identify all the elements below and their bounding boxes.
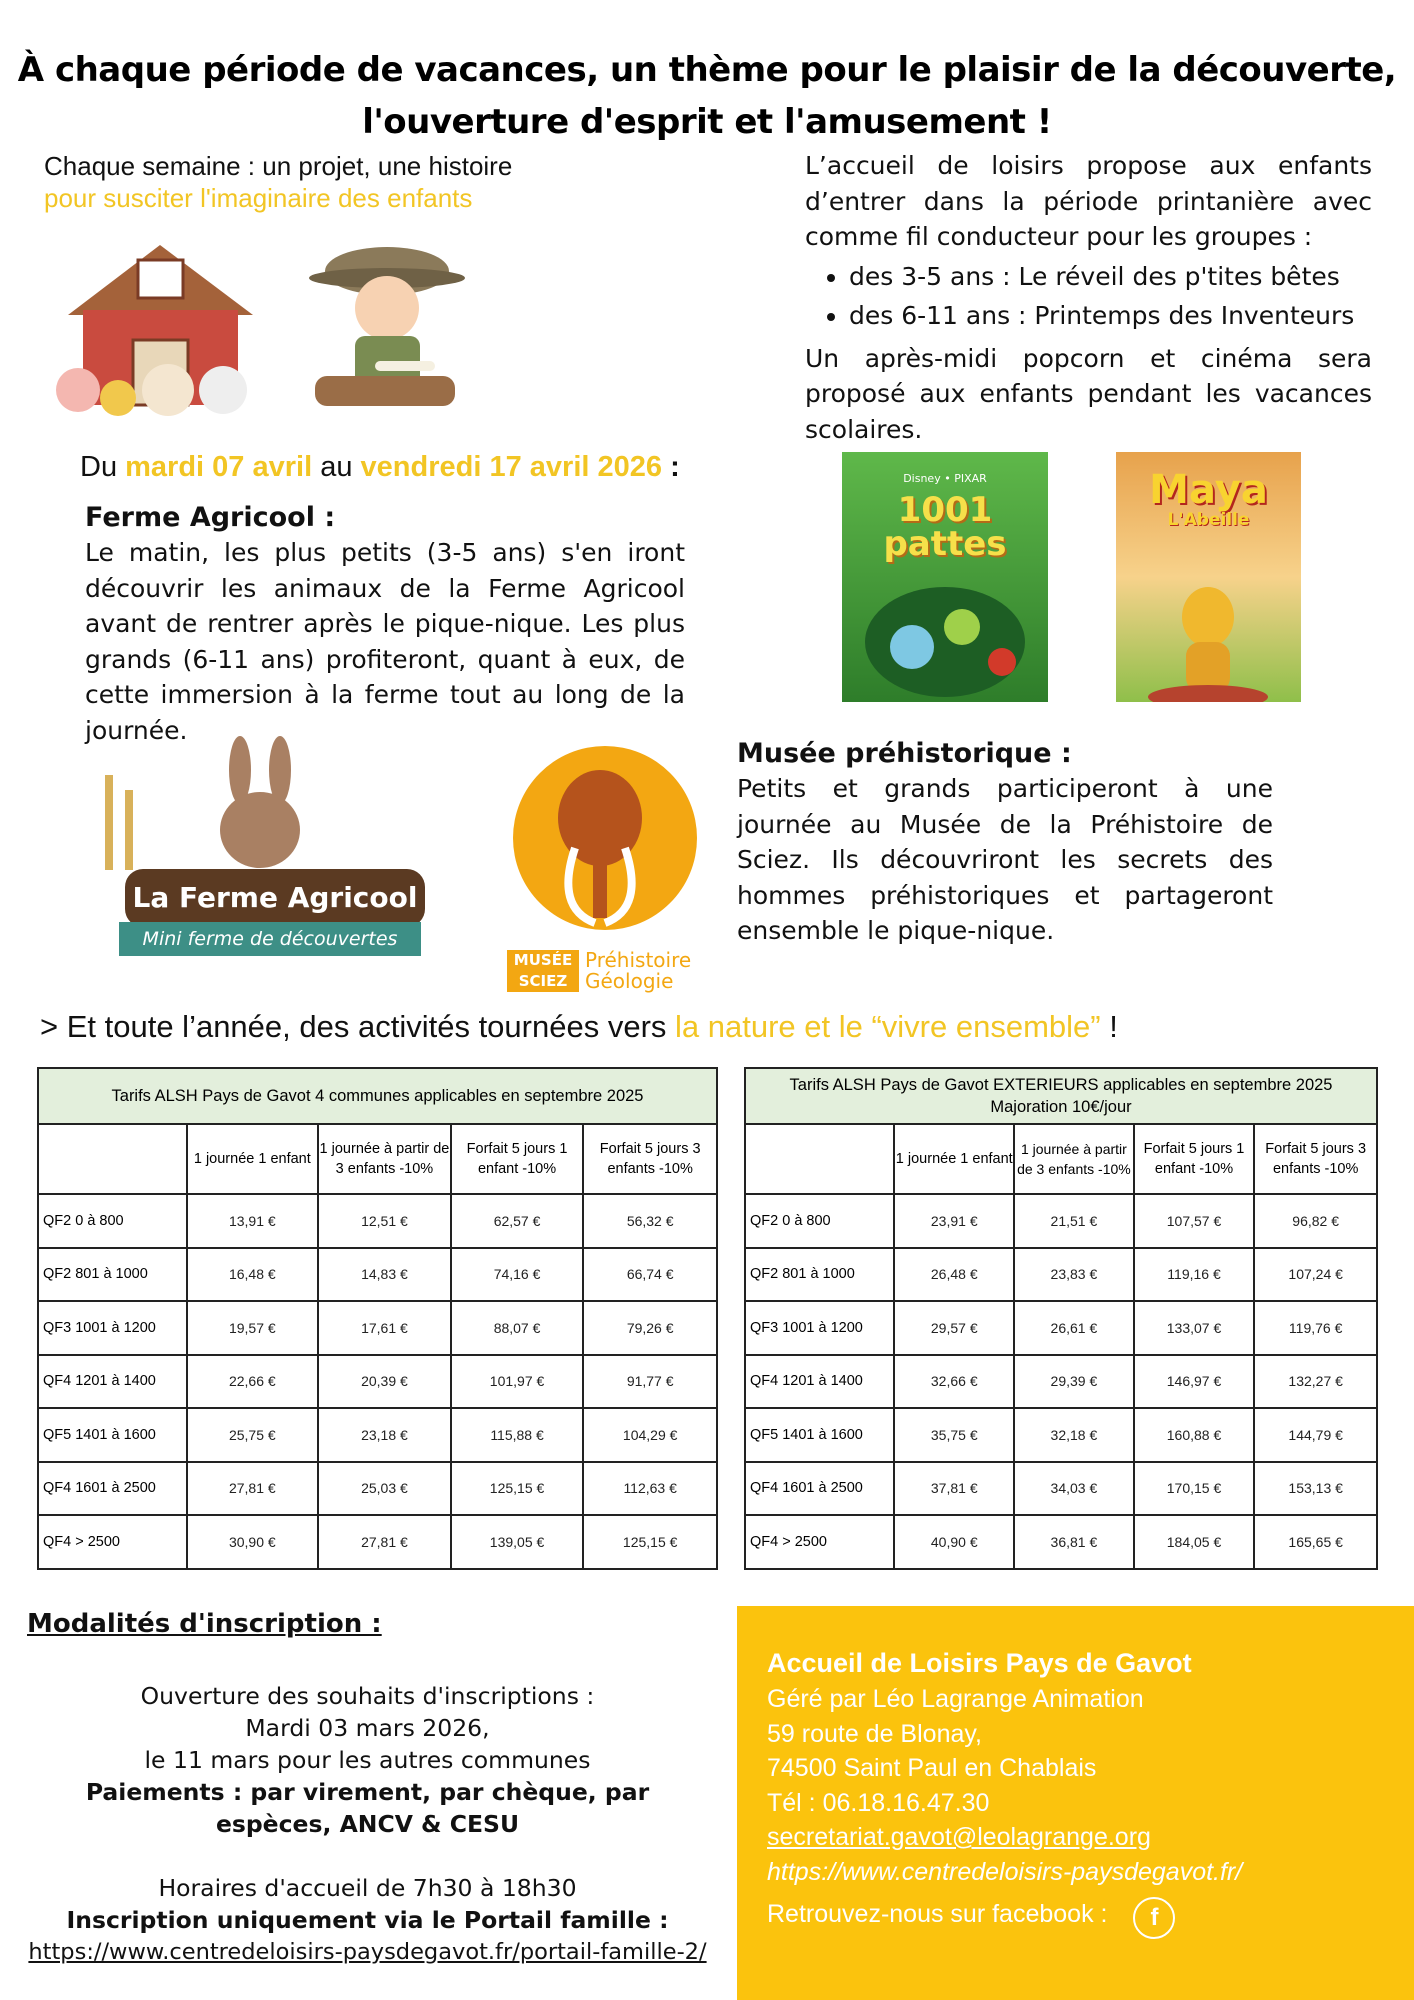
table-row: QF2 801 à 1000 16,48 € 14,83 € 74,16 € 66,74 € xyxy=(38,1248,717,1302)
poster-1001-pattes: Disney • PIXAR 1001 pattes xyxy=(842,452,1048,702)
table-row: QF4 1201 à 1400 22,66 € 20,39 € 101,97 € 91,77 € xyxy=(38,1355,717,1409)
table-row: QF2 0 à 800 13,91 € 12,51 € 62,57 € 56,32 € xyxy=(38,1194,717,1248)
table-title: Tarifs ALSH Pays de Gavot 4 communes applicables en septembre 2025 xyxy=(38,1068,717,1124)
list-item: • des 3-5 ans : Le réveil des p'tites bêtes xyxy=(849,257,1372,296)
musee-sciez-logo: MUSÉE SCIEZ Préhistoire Géologie xyxy=(505,738,705,996)
archaeologist-kid-illustration xyxy=(305,236,470,416)
email-link[interactable]: secretariat.gavot@leolagrange.org xyxy=(767,1823,1151,1851)
tarif-table-residents xyxy=(37,1067,718,1570)
column-header: 1 journée à partir de 3 enfants -10% xyxy=(318,1124,451,1194)
column-header: Forfait 5 jours 1 enfant -10% xyxy=(1134,1124,1255,1194)
cinema-text: Un après-midi popcorn et cinéma sera proposé aux enfants pendant les vacances scolaires. xyxy=(805,343,1372,444)
weekly-heading: Chaque semaine : un projet, une histoire pour susciter l'imaginaire des enfants xyxy=(44,151,513,213)
portail-famille-link[interactable]: https://www.centredeloisirs-paysdegavot.fr/portail-famille-2/ xyxy=(28,1939,707,1965)
column-header: Forfait 5 jours 1 enfant -10% xyxy=(451,1124,584,1194)
column-header: 1 journée à partir de 3 enfants -10% xyxy=(1014,1124,1134,1194)
table-row: QF2 0 à 800 23,91 € 21,51 € 107,57 € 96,82 € xyxy=(745,1194,1377,1248)
column-header: 1 journée 1 enfant xyxy=(187,1124,319,1194)
table-row: QF4 1201 à 1400 32,66 € 29,39 € 146,97 € 132,27 € xyxy=(745,1355,1377,1409)
dates-line: Du mardi 07 avril au vendredi 17 avril 2026 : xyxy=(80,451,680,483)
table-row: QF4 1601 à 2500 37,81 € 34,03 € 170,15 € 153,13 € xyxy=(745,1462,1377,1516)
contact-box: Accueil de Loisirs Pays de Gavot Géré par Léo Lagrange Animation 59 route de Blonay, 74500 Saint Paul en Chablais Tél : 06.18.16.47.30 secretariat.gavot@leolagrange.org https://www.centredeloisirs-paysdegavot.fr/ Retrouvez-nous sur facebook : f xyxy=(737,1606,1414,2000)
website-link[interactable]: https://www.centredeloisirs-paysdegavot.fr/ xyxy=(767,1857,1243,1886)
table-row: QF3 1001 à 1200 19,57 € 17,61 € 88,07 € 79,26 € xyxy=(38,1301,717,1355)
table-row: QF5 1401 à 1600 35,75 € 32,18 € 160,88 € 144,79 € xyxy=(745,1408,1377,1462)
column-header: Forfait 5 jours 3 enfants -10% xyxy=(1254,1124,1377,1194)
ferme-agricool-logo: La Ferme Agricool Mini ferme de découvertes xyxy=(95,735,430,970)
tarif-table-exterieurs xyxy=(744,1067,1378,1570)
column-header: 1 journée 1 enfant xyxy=(894,1124,1014,1194)
farm-barn-illustration xyxy=(48,230,273,420)
ferme-title: Ferme Agricool : xyxy=(85,502,336,533)
table-title: Tarifs ALSH Pays de Gavot EXTERIEURS applicables en septembre 2025 Majoration 10€/jour xyxy=(745,1068,1377,1124)
modalites-title: Modalités d'inscription : xyxy=(27,1609,382,1639)
table-row: QF4 1601 à 2500 27,81 € 25,03 € 125,15 € 112,63 € xyxy=(38,1462,717,1516)
table-row: QF5 1401 à 1600 25,75 € 23,18 € 115,88 € 104,29 € xyxy=(38,1408,717,1462)
modalites-section: Ouverture des souhaits d'inscriptions : Mardi 03 mars 2026, le 11 mars pour les autres communes Paiements : par virement, par chèque, par espèces, ANCV & CESU Horaires d'accueil de 7h30 à 18h30 Inscription uniquement via le Portail famille : https://www.centredeloisirs-paysdegavot.fr/portail-famille-2/ xyxy=(20,1680,715,1968)
table-row: QF4 > 2500 40,90 € 36,81 € 184,05 € 165,65 € xyxy=(745,1515,1377,1569)
intro-section xyxy=(805,148,1372,447)
group-list xyxy=(805,257,1372,335)
musee-section xyxy=(737,738,1273,949)
page-title: À chaque période de vacances, un thème pour le plaisir de la découverte, l'ouverture d'esprit et l'amusement ! xyxy=(17,50,1397,142)
column-header: Forfait 5 jours 3 enfants -10% xyxy=(583,1124,717,1194)
musee-title: Musée préhistorique : xyxy=(737,738,1072,769)
musee-text: Petits et grands participeront à une journée au Musée de la Préhistoire de Sciez. Ils découvriront les secrets des hommes préhistoriques et partageront ensemble le pique-nique. xyxy=(737,774,1273,945)
poster-maya: Maya L'Abeille xyxy=(1116,452,1301,702)
table-row: QF3 1001 à 1200 29,57 € 26,61 € 133,07 € 119,76 € xyxy=(745,1301,1377,1355)
table-row: QF4 > 2500 30,90 € 27,81 € 139,05 € 125,15 € xyxy=(38,1515,717,1569)
table-row: QF2 801 à 1000 26,48 € 23,83 € 119,16 € 107,24 € xyxy=(745,1248,1377,1302)
tagline: > Et toute l’année, des activités tournées vers la nature et le “vivre ensemble” ! xyxy=(40,1009,1118,1044)
list-item: • des 6-11 ans : Printemps des Inventeurs xyxy=(849,296,1372,335)
ferme-section xyxy=(85,502,685,748)
intro-text: L’accueil de loisirs propose aux enfants d’entrer dans la période printanière avec comme fil conducteur pour les groupes : xyxy=(805,151,1372,251)
facebook-icon[interactable]: f xyxy=(1133,1897,1175,1939)
contact-name: Accueil de Loisirs Pays de Gavot xyxy=(767,1648,1192,1678)
ferme-text: Le matin, les plus petits (3-5 ans) s'en iront découvrir les animaux de la Ferme Agricool avant de rentrer après le pique-nique. Les plus grands (6-11 ans) profiteront, quant à eux, de cette immersion à la ferme tout au long de la journée. xyxy=(85,538,685,745)
